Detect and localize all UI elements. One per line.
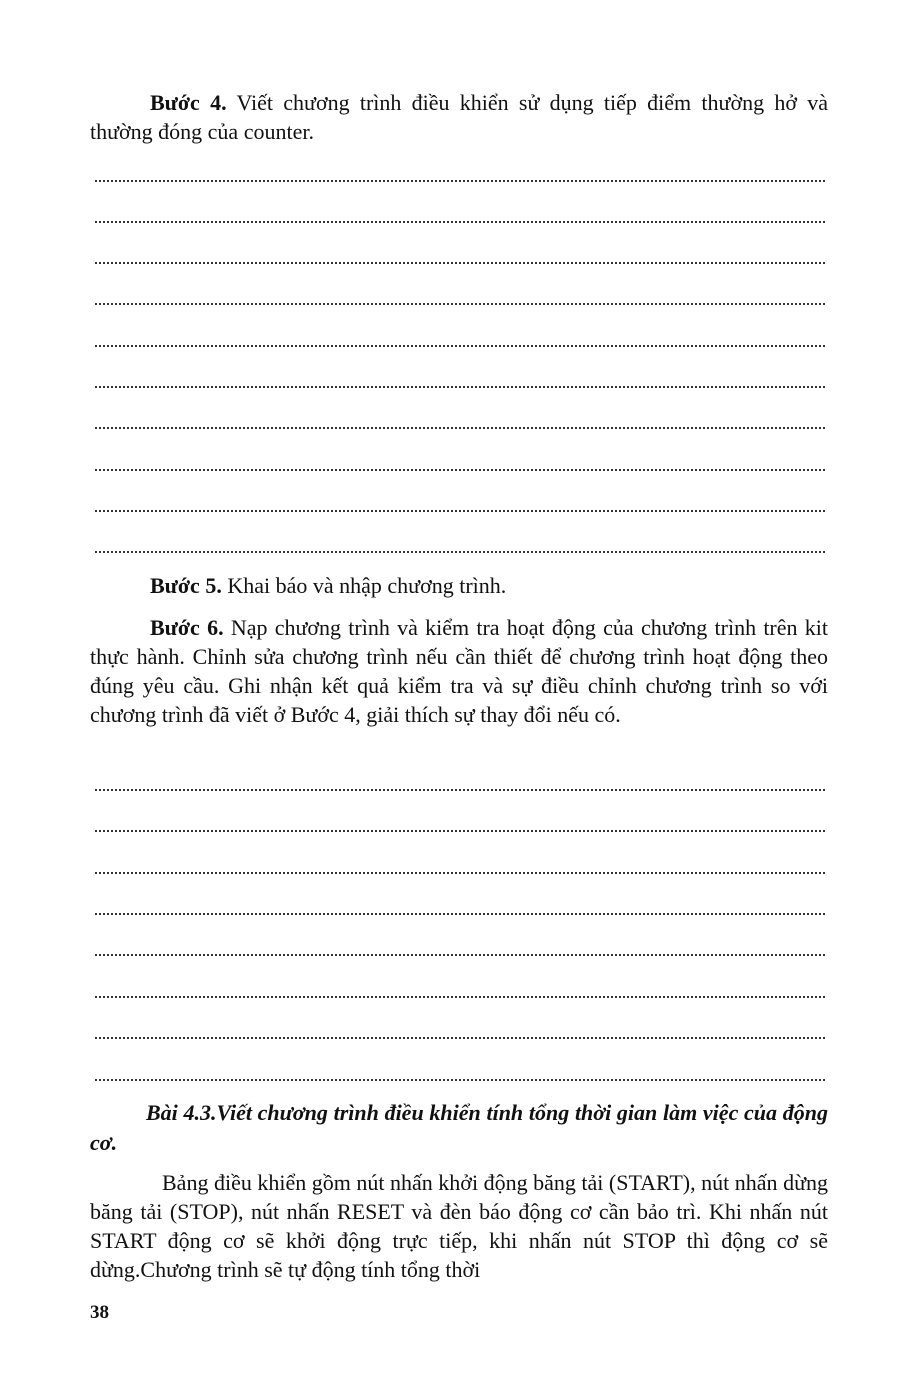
exercise-title: Bài 4.3.Viết chương trình điều khiển tính tổng thời gian làm việc của động cơ. [90,1100,828,1155]
step5-paragraph [90,571,828,600]
page-number: 38 [90,1302,109,1323]
answer-line [95,830,825,832]
answer-line [95,551,825,553]
exercise-body: Bảng điều khiển gồm nút nhấn khởi động băng tải (START), nút nhấn dừng băng tải (STOP), nút nhấn RESET và đèn báo động cơ cần bảo trì. Khi nhấn nút START động cơ sẽ khởi động trực tiếp, khi nhấn nút STOP thì động cơ sẽ dừng.Chương trình sẽ tự động tính tổng thời [90,1170,828,1282]
step4-paragraph [90,88,828,146]
answer-line [95,469,825,471]
answer-line [95,1037,825,1039]
step5-label: Bước 5. [150,573,222,598]
answer-line [95,954,825,956]
step6-label: Bước 6. [150,615,224,640]
step5-text: Khai báo và nhập chương trình. [221,573,507,598]
answer-line [95,427,825,429]
answer-line [95,913,825,915]
answer-line [95,386,825,388]
answer-line [95,345,825,347]
answer-line [95,789,825,791]
answer-line [95,996,825,998]
answer-line [95,872,825,874]
step6-paragraph [90,613,828,729]
answer-line [95,1079,825,1081]
step6-text: Nạp chương trình và kiểm tra hoạt động của chương trình trên kit thực hành. Chỉnh sửa chương trình nếu cần thiết để chương trình hoạt động theo đúng yêu cầu. Ghi nhận kết quả kiểm tra và sự điều chỉnh chương trình so với chương trình đã viết ở Bước 4, giải thích sự thay đổi nếu có. [90,615,828,727]
answer-line [95,180,825,182]
step4-label: Bước 4. [150,90,227,115]
answer-line [95,262,825,264]
answer-line [95,221,825,223]
step4-text: Viết chương trình điều khiển sử dụng tiếp điểm thường hở và thường đóng của counter. [90,90,828,144]
answer-line [95,303,825,305]
answer-line [95,510,825,512]
